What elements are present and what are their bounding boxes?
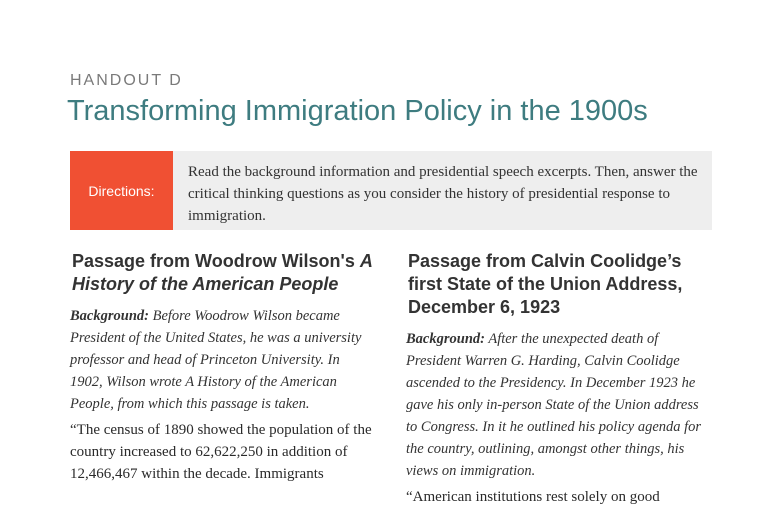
coolidge-passage	[406, 250, 706, 508]
background-text: After the unexpected death of President Warren G. Harding, Calvin Coolidge ascended to the Presidency. In December 1923 he gave his only in-person State of the Union address to Congress. In it he outlined his policy agenda for the country, outlining, amongst other things, his views on immigration.	[406, 331, 702, 479]
directions-text: Read the background information and presidential speech excerpts. Then, answer the critical thinking questions as you consider the history of presidential response to immigration.	[188, 164, 698, 224]
wilson-passage	[70, 250, 375, 485]
passage-heading	[406, 250, 706, 319]
passage-heading-text: Passage from Calvin Coolidge’s first State of the Union Address, December 6, 1923	[408, 251, 683, 317]
quote-paragraph: “The census of 1890 showed the population of the country increased to 62,622,250 in addition of 12,466,467 within the decade. Immigrants	[70, 422, 372, 482]
background-text: Before Woodrow Wilson became President of the United States, he was a university professor and head of Princeton University. In 1902, Wilson wrote A History of the American People, from which this passage is taken.	[70, 308, 362, 412]
page-title: Transforming Immigration Policy in the 1900s	[67, 95, 648, 127]
handout-label: HANDOUT D	[70, 72, 183, 89]
passage-heading-book-title: A History of the American People	[72, 251, 373, 294]
background-label: Background:	[406, 331, 485, 347]
quote-paragraph: “American institutions rest solely on good	[406, 489, 660, 505]
directions-label: Directions:	[70, 151, 173, 230]
background-paragraph	[70, 305, 375, 415]
passage-heading-text: Passage from Woodrow Wilson's	[72, 251, 360, 271]
directions-box	[70, 151, 712, 230]
background-label: Background:	[70, 308, 149, 324]
passage-heading	[70, 250, 375, 296]
background-paragraph	[406, 328, 706, 482]
